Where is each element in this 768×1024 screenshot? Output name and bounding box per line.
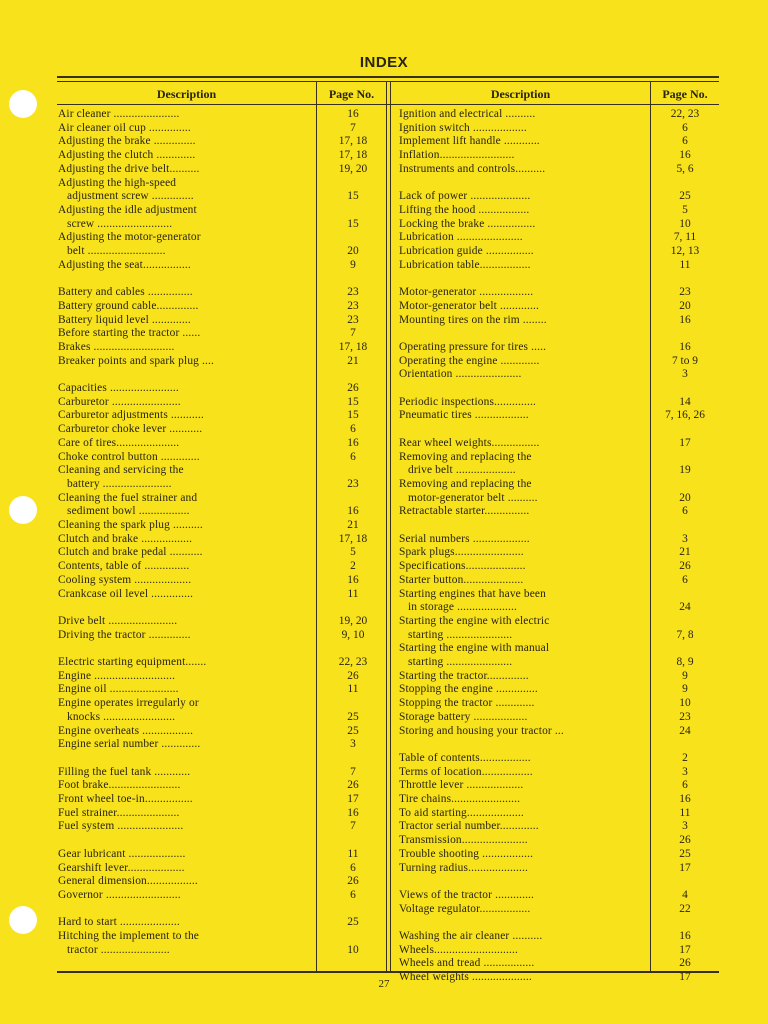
index-page-number: 25 <box>347 710 359 723</box>
index-page-number: 3 <box>350 738 356 751</box>
index-page-number: 20 <box>347 245 359 257</box>
index-page-number: 26 <box>347 779 359 792</box>
index-entry: Adjusting the brake .............. <box>58 135 196 148</box>
index-entry: Adjusting the seat................ <box>58 258 191 271</box>
index-entry: Operating pressure for tires ..... <box>399 340 547 353</box>
index-page-number: 23 <box>347 313 359 326</box>
index-entry: Gearshift lever................... <box>58 861 185 874</box>
index-page-number: 17, 18 <box>338 135 368 148</box>
page-number: 27 <box>378 978 390 990</box>
index-entry: Adjusting the idle adjustment <box>58 203 197 216</box>
index-entry: battery ....................... <box>58 477 172 490</box>
index-page-number: 25 <box>679 190 691 203</box>
index-entry: Drive belt ....................... <box>58 614 178 627</box>
index-page-number: 6 <box>682 505 688 518</box>
index-page-number: 17 <box>679 943 691 956</box>
index-entry: Cleaning the fuel strainer and <box>58 491 198 504</box>
index-entry: Voltage regulator................. <box>399 902 531 915</box>
index-entry: Hitching the implement to the <box>58 930 200 942</box>
index-page-number: 23 <box>679 710 691 723</box>
index-page-number: 23 <box>347 286 359 299</box>
index-entry: Ignition switch .................. <box>399 121 527 134</box>
index-page-number: 10 <box>679 217 691 230</box>
index-page-number: 7, 11 <box>673 231 697 244</box>
index-page-number: 21 <box>679 546 691 559</box>
index-page-number: 23 <box>347 299 359 312</box>
index-page-number: 11 <box>347 683 359 696</box>
index-entry: Stopping the engine .............. <box>399 683 538 696</box>
index-page-number: 7 <box>350 765 356 778</box>
index-page-number: 6 <box>350 888 356 901</box>
index-entry: Engine operates irregularly or <box>58 697 199 710</box>
index-page-number: 11 <box>679 806 691 819</box>
index-page-number: 26 <box>679 957 691 970</box>
index-entry: Implement lift handle ............ <box>399 135 540 148</box>
index-page-number: 7 <box>350 820 356 833</box>
index-page-number: 17, 18 <box>338 149 368 162</box>
index-entry: Foot brake........................ <box>58 779 181 792</box>
index-entry: screw ......................... <box>58 217 173 230</box>
index-entry: Before starting the tractor ...... <box>58 327 201 340</box>
index-entry: Battery liquid level ............. <box>58 313 191 326</box>
binder-hole-top <box>9 90 37 118</box>
index-page-number: 19, 20 <box>338 614 368 627</box>
index-entry: Tractor serial number............. <box>399 820 539 833</box>
index-page-number: 9 <box>682 683 688 696</box>
index-entry: Lack of power .................... <box>399 190 531 203</box>
index-page-number: 23 <box>679 286 691 299</box>
index-entry: Inflation......................... <box>399 149 515 162</box>
index-page-number: 20 <box>679 299 691 312</box>
index-entry: Turning radius.................... <box>399 861 529 874</box>
index-entry: Governor ......................... <box>58 888 181 901</box>
index-entry: Removing and replacing the <box>399 477 532 490</box>
index-entry: Trouble shooting ................. <box>399 847 534 860</box>
index-page-number: 26 <box>347 875 359 888</box>
index-page-number: 6 <box>682 779 688 792</box>
index-entry: Contents, table of ............... <box>58 560 190 573</box>
index-page-number: 10 <box>679 697 691 710</box>
index-page-number: 11 <box>347 587 359 600</box>
index-entry: Cooling system ................... <box>58 573 192 586</box>
index-entry: Retractable starter............... <box>399 505 530 518</box>
index-entry: Storing and housing your tractor ... <box>399 724 564 737</box>
index-page-number: 22, 23 <box>670 108 700 120</box>
index-page-number: 25 <box>679 847 691 860</box>
index-page-number: 15 <box>347 395 359 408</box>
index-entry: Rear wheel weights................ <box>399 436 540 449</box>
index-entry: Clutch and brake pedal ........... <box>58 546 203 559</box>
column-divider <box>390 81 391 971</box>
index-page-number: 8, 9 <box>676 656 694 668</box>
index-page-number: 16 <box>679 793 691 805</box>
index-page-number: 23 <box>347 477 359 490</box>
index-page-number: 7, 16, 26 <box>665 409 705 422</box>
index-page-number: 19 <box>679 464 691 477</box>
index-page-number: 3 <box>682 368 688 381</box>
index-page-number: 15 <box>347 217 359 230</box>
index-page-number: 21 <box>347 519 359 531</box>
index-page-number: 24 <box>679 724 691 737</box>
index-entry: tractor ....................... <box>58 943 170 956</box>
index-entry: Wheels and tread ................. <box>399 957 535 970</box>
index-page-number: 17, 18 <box>338 532 368 545</box>
index-page-number: 7, 8 <box>676 628 694 641</box>
index-entry: Motor-generator belt ............. <box>399 299 539 312</box>
index-entry: Starter button.................... <box>399 573 524 586</box>
header-page-no-left: Page No. <box>328 87 375 101</box>
index-entry: Adjusting the clutch ............. <box>58 149 196 162</box>
index-page-number: 6 <box>350 423 356 436</box>
index-entry: Adjusting the motor-generator <box>58 231 201 244</box>
index-entry: Driving the tractor .............. <box>58 628 191 641</box>
column-divider <box>316 81 317 971</box>
index-entry: Air cleaner oil cup .............. <box>58 121 191 134</box>
index-entry: Engine ........................... <box>58 669 176 682</box>
index-page-number: 17 <box>347 793 359 805</box>
index-page-number: 2 <box>350 560 356 573</box>
top-rule-thin <box>57 81 719 82</box>
index-page-number: 5, 6 <box>676 162 694 175</box>
index-entry: Clutch and brake ................. <box>58 532 193 545</box>
index-entry: Front wheel toe-in................ <box>58 793 193 805</box>
index-page-number: 7 <box>350 327 356 340</box>
index-entry: Starting engines that have been <box>399 587 546 600</box>
index-entry: Lifting the hood ................. <box>399 203 530 216</box>
index-page-number: 12, 13 <box>670 245 700 257</box>
index-entry: Carburetor adjustments ........... <box>58 409 204 422</box>
index-page-number: 6 <box>350 450 356 463</box>
index-entry: Choke control button ............. <box>58 450 200 463</box>
index-entry: Engine overheats ................. <box>58 724 194 737</box>
index-entry: Air cleaner ...................... <box>58 108 180 120</box>
index-page-number: 17 <box>679 436 691 449</box>
index-page-number: 25 <box>347 724 359 737</box>
index-page-number: 26 <box>347 382 359 394</box>
index-entry: Care of tires..................... <box>58 436 180 449</box>
index-entry: Table of contents................. <box>399 751 531 764</box>
index-page-number: 5 <box>350 546 356 559</box>
index-page-number: 21 <box>347 354 359 367</box>
index-entry: Hard to start .................... <box>58 916 180 929</box>
index-entry: starting ...................... <box>399 628 513 641</box>
index-entry: Motor-generator .................. <box>399 286 534 299</box>
index-page-number: 16 <box>679 340 691 353</box>
index-entry: Battery and cables ............... <box>58 286 193 299</box>
index-entry: Mounting tires on the rim ........ <box>399 313 547 326</box>
index-page-number: 25 <box>347 916 359 929</box>
index-entry: Removing and replacing the <box>399 450 532 463</box>
index-entry: knocks ........................ <box>58 710 176 723</box>
index-entry: Wheel weights .................... <box>399 971 532 984</box>
index-entry: General dimension................. <box>58 875 198 888</box>
index-page-number: 22 <box>679 902 691 915</box>
index-page-number: 5 <box>682 203 688 216</box>
index-entry: Starting the tractor.............. <box>399 669 529 682</box>
header-page-no-right: Page No. <box>662 87 708 101</box>
index-entry: in storage .................... <box>399 601 518 614</box>
index-entry: Battery ground cable.............. <box>58 299 199 312</box>
index-entry: Lubrication table................. <box>399 258 531 271</box>
index-entry: Fuel strainer..................... <box>58 806 180 819</box>
index-entry: Adjusting the drive belt.......... <box>58 162 200 175</box>
index-page-number: 16 <box>347 573 359 586</box>
index-entry: drive belt .................... <box>399 464 516 477</box>
index-entry: To aid starting................... <box>399 806 524 819</box>
index-page-number: 16 <box>679 313 691 326</box>
index-page-number: 19, 20 <box>338 162 368 175</box>
index-entry: Electric starting equipment....... <box>58 656 207 668</box>
top-rule-thick <box>57 76 719 78</box>
index-entry: motor-generator belt .......... <box>399 491 538 504</box>
index-entry: Instruments and controls.......... <box>399 162 546 175</box>
index-entry: Spark plugs....................... <box>399 546 524 559</box>
index-page-number: 7 to 9 <box>672 354 698 367</box>
index-entry: Engine serial number ............. <box>58 738 201 751</box>
binder-hole-bottom <box>9 906 37 934</box>
index-entry: Crankcase oil level .............. <box>58 587 194 600</box>
index-page-number: 6 <box>682 135 688 148</box>
index-entry: Locking the brake ................ <box>399 217 536 230</box>
index-entry: Periodic inspections.............. <box>399 395 537 408</box>
index-entry: Filling the fuel tank ............ <box>58 765 191 778</box>
index-page-number: 3 <box>682 765 688 778</box>
index-page-number: 26 <box>679 560 691 573</box>
index-entry: Cleaning and servicing the <box>58 464 184 477</box>
index-entry: Engine oil ....................... <box>58 683 179 696</box>
index-entry: Starting the engine with electric <box>399 614 550 627</box>
index-page-number: 9 <box>682 669 688 682</box>
index-entry: Breaker points and spark plug .... <box>58 354 214 367</box>
index-page-number: 3 <box>682 820 688 833</box>
index-page-number: 26 <box>679 834 691 847</box>
index-entry: Adjusting the high-speed <box>58 176 177 189</box>
index-entry: Operating the engine ............. <box>399 354 540 367</box>
index-entry: Tire chains....................... <box>399 793 521 805</box>
index-page-number: 7 <box>350 121 356 134</box>
index-entry: Brakes ........................... <box>58 340 175 353</box>
index-entry: Gear lubricant ................... <box>58 847 186 860</box>
index-entry: starting ...................... <box>399 656 513 668</box>
index-page-number: 6 <box>682 573 688 586</box>
index-entry: Wheels............................ <box>399 943 518 956</box>
index-page-number: 16 <box>347 108 359 120</box>
index-page-number: 16 <box>347 806 359 819</box>
index-page-number: 3 <box>682 532 688 545</box>
index-page-number: 17, 18 <box>338 340 368 353</box>
index-page-number: 14 <box>679 395 691 408</box>
index-page-number: 11 <box>347 847 359 860</box>
binder-hole-middle <box>9 496 37 524</box>
index-page-number: 10 <box>347 943 359 956</box>
index-page-number: 4 <box>682 888 688 901</box>
index-entry: Orientation ...................... <box>399 368 522 381</box>
index-page-number: 15 <box>347 190 359 203</box>
index-page-number: 16 <box>679 149 691 162</box>
index-page-number: 17 <box>679 861 691 874</box>
index-entry: Cleaning the spark plug .......... <box>58 519 203 531</box>
page-title: INDEX <box>359 54 409 71</box>
index-entry: belt .......................... <box>58 245 166 257</box>
index-page-number: 24 <box>679 601 691 614</box>
index-page-number: 16 <box>347 436 359 449</box>
index-entry: adjustment screw .............. <box>58 190 194 203</box>
column-divider <box>386 81 387 971</box>
index-entry: Stopping the tractor ............. <box>399 697 535 710</box>
index-page-number: 17 <box>679 971 691 984</box>
header-rule <box>57 104 719 105</box>
index-page-number: 15 <box>347 409 359 422</box>
bottom-rule <box>57 971 719 973</box>
index-page-number: 9 <box>350 258 356 271</box>
index-entry: Starting the engine with manual <box>399 642 550 655</box>
index-entry: Storage battery .................. <box>399 710 528 723</box>
index-entry: Specifications.................... <box>399 560 526 573</box>
index-page-number: 22, 23 <box>338 656 368 668</box>
header-description-right: Description <box>490 87 551 101</box>
index-entry: Carburetor choke lever ........... <box>58 423 203 436</box>
index-entry: Pneumatic tires .................. <box>399 409 529 422</box>
index-page-number: 9, 10 <box>341 628 365 641</box>
index-page-number: 16 <box>347 505 359 518</box>
index-entry: Lubrication ...................... <box>399 231 523 244</box>
index-entry: Washing the air cleaner .......... <box>399 930 543 942</box>
index-page-number: 16 <box>679 930 691 942</box>
index-entry: Ignition and electrical .......... <box>399 108 536 120</box>
index-entry: Throttle lever ................... <box>399 779 524 792</box>
index-entry: Terms of location................. <box>399 765 533 778</box>
index-entry: Views of the tractor ............. <box>399 888 535 901</box>
index-entry: Capacities ....................... <box>58 382 179 394</box>
index-entry: sediment bowl ................. <box>58 505 190 518</box>
header-description-left: Description <box>156 87 217 101</box>
index-entry: Transmission...................... <box>399 834 528 847</box>
index-page-number: 2 <box>682 751 688 764</box>
index-page-number: 26 <box>347 669 359 682</box>
column-divider <box>650 81 651 971</box>
index-entry: Carburetor ....................... <box>58 395 181 408</box>
index-page-number: 6 <box>682 121 688 134</box>
index-page-number: 11 <box>679 258 691 271</box>
index-page-number: 20 <box>679 491 691 504</box>
index-entry: Fuel system ...................... <box>58 820 184 833</box>
index-page-number: 6 <box>350 861 356 874</box>
index-entry: Serial numbers ................... <box>399 532 530 545</box>
index-entry: Lubrication guide ................ <box>399 245 534 257</box>
